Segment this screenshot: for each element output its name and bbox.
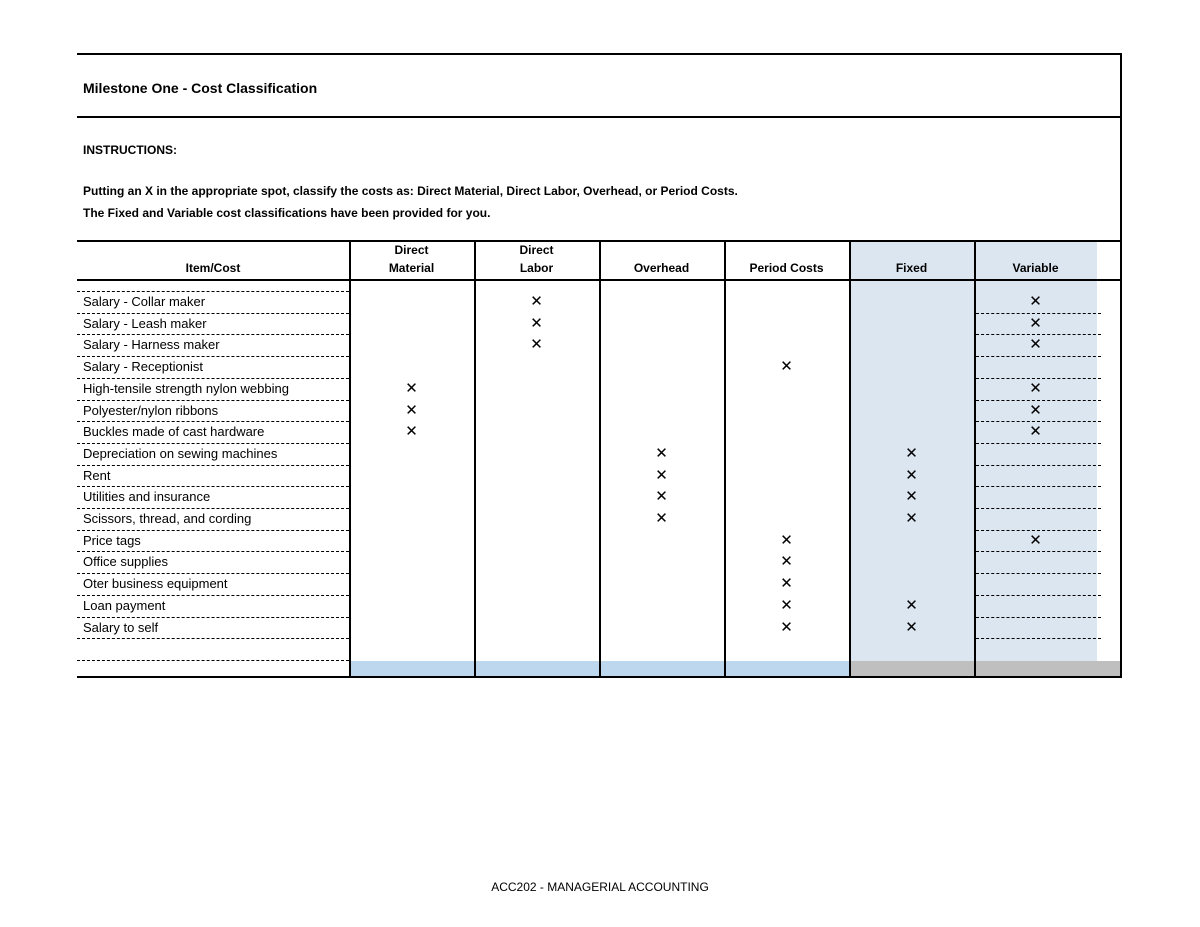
column-header: Fixed — [895, 261, 928, 275]
item-cost-label: Utilities and insurance — [83, 489, 211, 504]
x-mark: ✕ — [405, 423, 418, 440]
x-mark: ✕ — [905, 467, 918, 484]
x-mark: ✕ — [1029, 336, 1042, 353]
x-mark: ✕ — [655, 445, 668, 462]
row-divider — [976, 573, 1101, 574]
x-mark: ✕ — [405, 380, 418, 397]
item-cost-label: Salary - Receptionist — [83, 359, 203, 374]
row-divider — [976, 638, 1101, 639]
page-footer: ACC202 - MANAGERIAL ACCOUNTING — [491, 880, 709, 894]
x-mark: ✕ — [905, 510, 918, 527]
item-cost-label: Rent — [83, 468, 111, 483]
row-divider — [77, 638, 349, 639]
x-mark: ✕ — [1029, 402, 1042, 419]
x-mark: ✕ — [405, 402, 418, 419]
column-divider — [349, 240, 351, 678]
x-mark: ✕ — [780, 597, 793, 614]
column-header: Direct Labor — [519, 243, 554, 275]
row-divider — [77, 465, 349, 466]
column-header: Item/Cost — [185, 261, 241, 275]
column-divider — [599, 240, 601, 678]
item-cost-label: Price tags — [83, 533, 141, 548]
row-divider — [976, 443, 1101, 444]
x-mark: ✕ — [1029, 315, 1042, 332]
row-divider — [976, 356, 1101, 357]
item-cost-label: Polyester/nylon ribbons — [83, 403, 219, 418]
column-header: Overhead — [633, 261, 690, 275]
totals-band-gray — [851, 661, 1120, 676]
x-mark: ✕ — [1029, 532, 1042, 549]
x-mark: ✕ — [905, 445, 918, 462]
x-mark: ✕ — [530, 336, 543, 353]
worksheet — [77, 53, 1122, 677]
x-mark: ✕ — [655, 488, 668, 505]
column-header: Direct Material — [388, 243, 435, 275]
item-cost-label: Depreciation on sewing machines — [83, 446, 278, 461]
x-mark: ✕ — [530, 315, 543, 332]
column-divider — [974, 240, 976, 678]
column-header: Variable — [1012, 261, 1059, 275]
x-mark: ✕ — [530, 293, 543, 310]
title-box — [77, 55, 1120, 118]
row-divider — [976, 508, 1101, 509]
column-divider — [474, 240, 476, 678]
instructions-line-2: The Fixed and Variable cost classifications have been provided for you. — [83, 206, 491, 220]
item-cost-label: Salary - Collar maker — [83, 294, 206, 309]
row-divider — [77, 660, 349, 661]
row-divider — [976, 551, 1101, 552]
cost-table — [77, 240, 1120, 679]
column-divider — [849, 240, 851, 678]
x-mark: ✕ — [1029, 423, 1042, 440]
item-cost-label: Salary to self — [83, 620, 159, 635]
x-mark: ✕ — [1029, 380, 1042, 397]
item-cost-label: Salary - Harness maker — [83, 337, 220, 352]
x-mark: ✕ — [780, 358, 793, 375]
page-title: Milestone One - Cost Classification — [83, 80, 318, 96]
item-cost-label: Scissors, thread, and cording — [83, 511, 252, 526]
item-cost-label: Office supplies — [83, 554, 169, 569]
item-cost-label: Salary - Leash maker — [83, 316, 207, 331]
x-mark: ✕ — [905, 597, 918, 614]
x-mark: ✕ — [780, 619, 793, 636]
column-divider — [724, 240, 726, 678]
row-divider — [976, 617, 1101, 618]
x-mark: ✕ — [655, 510, 668, 527]
row-divider — [976, 465, 1101, 466]
instructions-box — [77, 118, 1120, 241]
item-cost-label: Loan payment — [83, 598, 166, 613]
x-mark: ✕ — [655, 467, 668, 484]
x-mark: ✕ — [1029, 293, 1042, 310]
x-mark: ✕ — [905, 488, 918, 505]
x-mark: ✕ — [905, 619, 918, 636]
x-mark: ✕ — [780, 532, 793, 549]
row-divider — [976, 486, 1101, 487]
instructions-heading: INSTRUCTIONS: — [83, 143, 177, 157]
item-cost-label: Oter business equipment — [83, 576, 228, 591]
row-divider — [976, 595, 1101, 596]
instructions-line-1: Putting an X in the appropriate spot, classify the costs as: Direct Material, Direct Labor, Overhead, or Period Costs. — [83, 184, 738, 198]
column-header: Period Costs — [749, 261, 824, 275]
x-mark: ✕ — [780, 575, 793, 592]
item-cost-label: High-tensile strength nylon webbing — [83, 381, 289, 396]
x-mark: ✕ — [780, 553, 793, 570]
item-cost-label: Buckles made of cast hardware — [83, 424, 265, 439]
